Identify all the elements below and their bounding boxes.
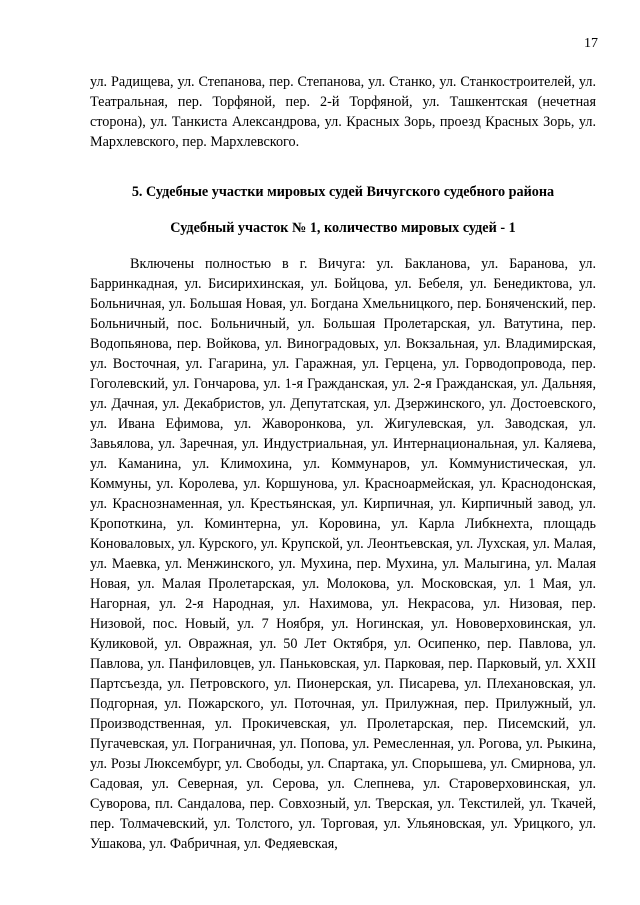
section-heading: 5. Судебные участки мировых судей Вичугского судебного района — [131, 184, 555, 200]
section-subheading: Судебный участок № 1, количество мировых судей - 1 — [170, 220, 516, 236]
document-body — [90, 72, 596, 854]
spacer — [90, 152, 596, 168]
section-body-paragraph: Включены полностью в г. Вичуга: ул. Бакланова, ул. Баранова, ул. Барринкадная, ул. Бисирихинская, ул. Бойцова, ул. Бебеля, ул. Бенедиктова, ул. Больничная, ул. Большая Новая, ул. Богдана Хмельницкого, пер. Боняченский, пер. Больничный, пос. Больничный, ул. Большая Пролетарская, ул. Ватутина, пер. Водопьянова, пер. Войкова, ул. Виноградовых, ул. Вокзальная, ул. Владимирская, ул. Восточная, ул. Гагарина, ул. Гаражная, ул. Герцена, ул. Горводопровода, пер. Гоголевский, ул. Гончарова, ул. 1-я Гражданская, ул. 2-я Гражданская, ул. Дальняя, ул. Дачная, ул. Декабристов, ул. Депутатская, ул. Дзержинского, ул. Достоевского, ул. Ивана Ефимова, ул. Жаворонкова, ул. Жигулевская, ул. Заводская, ул. Завьялова, ул. Заречная, ул. Индустриальная, ул. Интернациональная, ул. Каляева, ул. Каманина, ул. Климохина, ул. Коммунаров, ул. Коммунистическая, ул. Коммуны, ул. Королева, ул. Коршунова, ул. Красноармейская, ул. Краснодонская, ул. Краснознаменная, ул. Крестьянская, ул. Кирпичная, ул. Кирпичный завод, ул. Кропоткина, ул. Коминтерна, ул. Коровина, ул. Карла Либкнехта, площадь Коноваловых, ул. Курского, ул. Крупской, ул. Леонтьевская, ул. Лухская, ул. Малая, ул. Маевка, ул. Менжинского, ул. Мухина, пер. Мухина, ул. Малыгина, ул. Малая Новая, ул. Малая Пролетарская, ул. Молокова, ул. Московская, ул. 1 Мая, ул. Нагорная, ул. 2-я Народная, ул. Нахимова, ул. Некрасова, ул. Низовая, пер. Низовой, пос. Новый, ул. 7 Ноября, ул. Ногинская, ул. Нововерховинская, ул. Куликовой, ул. Овражная, ул. 50 Лет Октября, ул. Осипенко, пер. Павлова, ул. Павлова, ул. Панфиловцев, ул. Паньковская, ул. Парковая, пер. Парковый, ул. XXII Партсъезда, ул. Петровского, ул. Пионерская, ул. Писарева, ул. Плехановская, ул. Подгорная, ул. Пожарского, ул. Поточная, ул. Прилужная, пер. Прилужный, ул. Производственная, ул. Прокичевская, ул. Пролетарская, пер. Писемский, ул. Пугачевская, ул. Пограничная, ул. Попова, ул. Ремесленная, ул. Рогова, ул. Рыкина, ул. Розы Люксембург, ул. Свободы, ул. Спартака, ул. Спорышева, ул. Смирнова, ул. Садовая, ул. Северная, ул. Серова, ул. Слепнева, ул. Староверховинская, ул. Суворова, пл. Сандалова, пер. Совхозный, ул. Тверская, ул. Текстилей, ул. Ткачей, пер. Толмачевский, ул. Толстого, ул. Торговая, ул. Ульяновская, ул. Урицкого, ул. Ушакова, ул. Фабричная, ул. Федяевская, — [90, 256, 596, 852]
spacer — [90, 238, 596, 254]
intro-paragraph: ул. Радищева, ул. Степанова, пер. Степанова, ул. Станко, ул. Станкостроителей, ул. Театральная, пер. Торфяной, пер. 2-й Торфяной, ул. Ташкентская (нечетная сторона), ул. Танкиста Александрова, ул. Красных Зорь, проезд Красных Зорь, ул. Мархлевского, пер. Мархлевского. — [90, 74, 596, 150]
page-number: 17 — [584, 36, 598, 51]
